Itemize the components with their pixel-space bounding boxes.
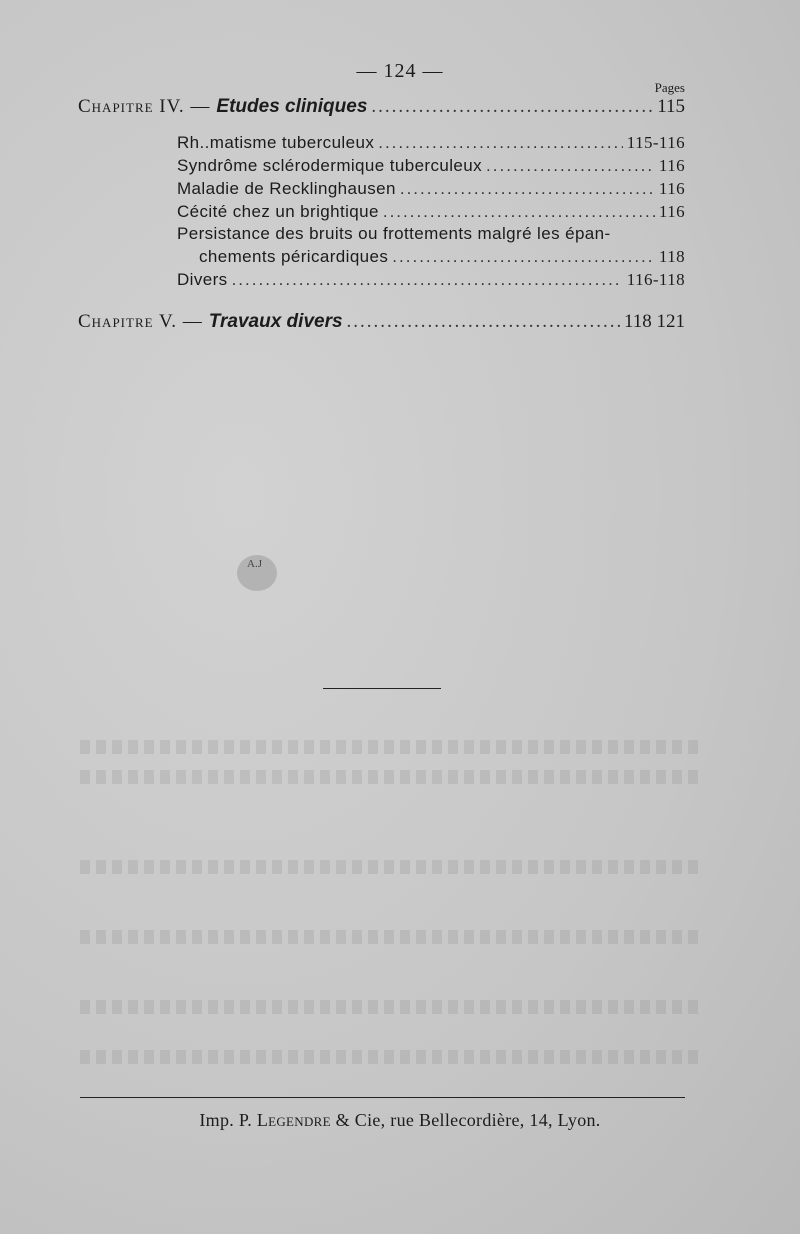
leader-dots [383, 202, 655, 222]
imprint-end: & Cie, rue Bellecordière, 14, Lyon. [330, 1110, 601, 1130]
toc-entry-page: 115-116 [626, 133, 685, 152]
bleed-through-texture [80, 770, 700, 784]
leader-dots [392, 247, 655, 267]
chapter-v-page: 118 121 [623, 311, 685, 332]
bleed-through-texture [80, 930, 700, 944]
leader-dots [347, 311, 620, 333]
stamp-text: A.J [247, 558, 262, 570]
toc-entry [177, 156, 685, 176]
section-divider [323, 688, 441, 689]
toc-entry-page: 116-118 [626, 270, 685, 289]
toc-entry-label: Cécité chez un brightique [177, 202, 379, 221]
toc-entry-page: 116 [658, 156, 685, 175]
bleed-through-texture [80, 1050, 700, 1064]
toc-entry-label: Syndrôme sclérodermique tuberculeux [177, 156, 483, 175]
leader-dots [378, 133, 623, 153]
bleed-through-texture [80, 1000, 700, 1014]
toc-entry [177, 202, 685, 222]
pages-column-label: Pages [654, 80, 685, 95]
toc-entry [177, 270, 685, 290]
toc-entry-page: 116 [658, 179, 685, 198]
toc-entry-label-line1: Persistance des bruits ou frottements malgré les épan- [177, 224, 611, 243]
imprint-name: Legendre [256, 1110, 331, 1130]
chapter-iv-row [78, 96, 685, 118]
leader-dots [486, 156, 655, 176]
page-number: — 124 — [356, 60, 444, 82]
printer-imprint [0, 1110, 800, 1131]
chapter-v-title: Travaux divers [208, 311, 343, 332]
toc-entry-label: chements péricardiques [199, 247, 389, 266]
stamp-mark [225, 545, 285, 600]
chapter-iv-title: Etudes cliniques [216, 96, 368, 117]
chapter-v-row [78, 311, 685, 333]
footer-rule [80, 1097, 685, 1098]
leader-dots [371, 96, 653, 118]
chapter-iv-prefix: Chapitre IV. — [78, 96, 211, 117]
toc-entry-page: 118 [658, 247, 685, 266]
bleed-through-texture [80, 860, 700, 874]
toc-entry-label: Maladie de Recklinghausen [177, 179, 396, 198]
toc-entry-label: Divers [177, 270, 228, 289]
toc-entry [177, 133, 685, 153]
toc-entry-page: 116 [658, 202, 685, 221]
leader-dots [400, 179, 655, 199]
chapter-v-prefix: Chapitre V. — [78, 311, 203, 332]
library-stamp [225, 545, 285, 600]
toc-entry [199, 247, 685, 267]
chapter-iv-page: 115 [657, 96, 685, 117]
toc-entry [177, 179, 685, 199]
imprint-start: Imp. P. [199, 1110, 257, 1130]
toc-entry-label: Rh..matisme tuberculeux [177, 133, 375, 152]
bleed-through-texture [80, 740, 700, 754]
leader-dots [232, 270, 623, 290]
